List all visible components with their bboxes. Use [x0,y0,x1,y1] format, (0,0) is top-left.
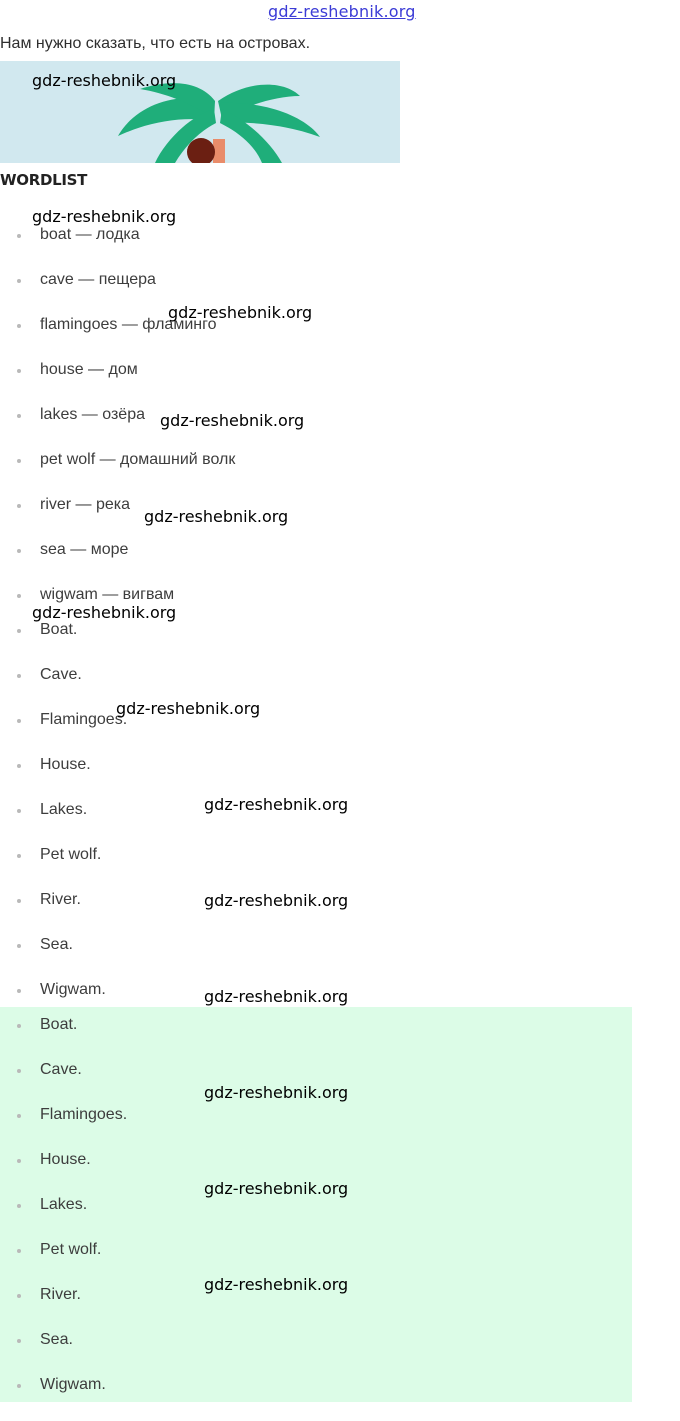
watermark: gdz-reshebnik.org [32,207,177,226]
bullet-icon [17,944,21,948]
list-item [0,801,632,846]
bullet-icon [17,369,21,373]
palm-tree-icon [0,61,400,163]
highlighted-answer-list [0,1016,632,1421]
list-item [0,891,632,936]
answer-text: Sea. [40,936,73,953]
list-item [0,846,632,891]
list-item [0,756,632,801]
bullet-icon [17,414,21,418]
bullet-icon [17,324,21,328]
bullet-icon [17,1159,21,1163]
wordlist-item-text: wigwam — вигвам [40,586,175,603]
answer-text: River. [40,891,81,908]
watermark: gdz-reshebnik.org [204,1083,349,1102]
list-item [0,936,632,981]
answer-text: Sea. [40,1331,73,1348]
watermark: gdz-reshebnik.org [204,987,349,1006]
answer-text: Flamingoes. [40,1106,128,1123]
wordlist-item-text: boat — лодка [40,226,140,243]
watermark: gdz-reshebnik.org [32,603,177,622]
answer-text: Pet wolf. [40,1241,102,1258]
answer-text: Cave. [40,1061,82,1078]
wordlist-heading: WORDLIST [0,171,88,189]
watermark: gdz-reshebnik.org [204,891,349,910]
bullet-icon [17,1339,21,1343]
answer-list [0,621,632,1026]
wordlist-item-text: house — дом [40,361,138,378]
bullet-icon [17,1294,21,1298]
wordlist-item-text: river — река [40,496,131,513]
answer-text: Wigwam. [40,1376,106,1393]
list-item [0,496,632,541]
list-item [0,666,632,711]
answer-text: Lakes. [40,801,88,818]
list-item [0,1196,632,1241]
list-item [0,1151,632,1196]
watermark: gdz-reshebnik.org [168,303,313,322]
answer-text: Lakes. [40,1196,88,1213]
list-item [0,316,632,361]
wordlist-item-text: pet wolf — домашний волк [40,451,236,468]
watermark: gdz-reshebnik.org [144,507,289,526]
bullet-icon [17,629,21,633]
list-item [0,1376,632,1421]
list-item [0,1016,632,1061]
list-item [0,1286,632,1331]
bullet-icon [17,594,21,598]
watermark: gdz-reshebnik.org [116,699,261,718]
list-item [0,711,632,756]
bullet-icon [17,1069,21,1073]
bullet-icon [17,234,21,238]
list-item [0,226,632,271]
bullet-icon [17,1204,21,1208]
intro-text: Нам нужно сказать, что есть на островах. [0,35,311,52]
wordlist-item-text: sea — море [40,541,129,558]
bullet-icon [17,1024,21,1028]
list-item [0,271,632,316]
list-item [0,1331,632,1376]
answer-text: Boat. [40,1016,78,1033]
bullet-icon [17,1249,21,1253]
wordlist-item-text: cave — пещера [40,271,156,288]
watermark: gdz-reshebnik.org [204,795,349,814]
bullet-icon [17,279,21,283]
answer-text: House. [40,756,91,773]
bullet-icon [17,459,21,463]
wordlist [0,226,632,631]
answer-text: Pet wolf. [40,846,102,863]
palm-tree-illustration [0,61,400,163]
answer-text: Wigwam. [40,981,106,998]
watermark: gdz-reshebnik.org [204,1179,349,1198]
bullet-icon [17,1384,21,1388]
bullet-icon [17,719,21,723]
answer-text: River. [40,1286,81,1303]
bullet-icon [17,899,21,903]
answer-text: Boat. [40,621,78,638]
bullet-icon [17,674,21,678]
answer-text: Cave. [40,666,82,683]
list-item [0,1061,632,1106]
bullet-icon [17,549,21,553]
wordlist-item-text: flamingoes — фламинго [40,316,217,333]
list-item [0,621,632,666]
watermark: gdz-reshebnik.org [160,411,305,430]
site-link[interactable]: gdz-reshebnik.org [268,2,416,21]
list-item [0,361,632,406]
list-item [0,451,632,496]
watermark: gdz-reshebnik.org [32,71,177,90]
bullet-icon [17,504,21,508]
wordlist-item-text: lakes — озёра [40,406,145,423]
list-item [0,1106,632,1151]
bullet-icon [17,854,21,858]
bullet-icon [17,809,21,813]
answer-text: House. [40,1151,91,1168]
bullet-icon [17,1114,21,1118]
list-item [0,1241,632,1286]
list-item [0,541,632,586]
bullet-icon [17,989,21,993]
list-item [0,406,632,451]
answer-text: Flamingoes. [40,711,128,728]
watermark: gdz-reshebnik.org [204,1275,349,1294]
bullet-icon [17,764,21,768]
